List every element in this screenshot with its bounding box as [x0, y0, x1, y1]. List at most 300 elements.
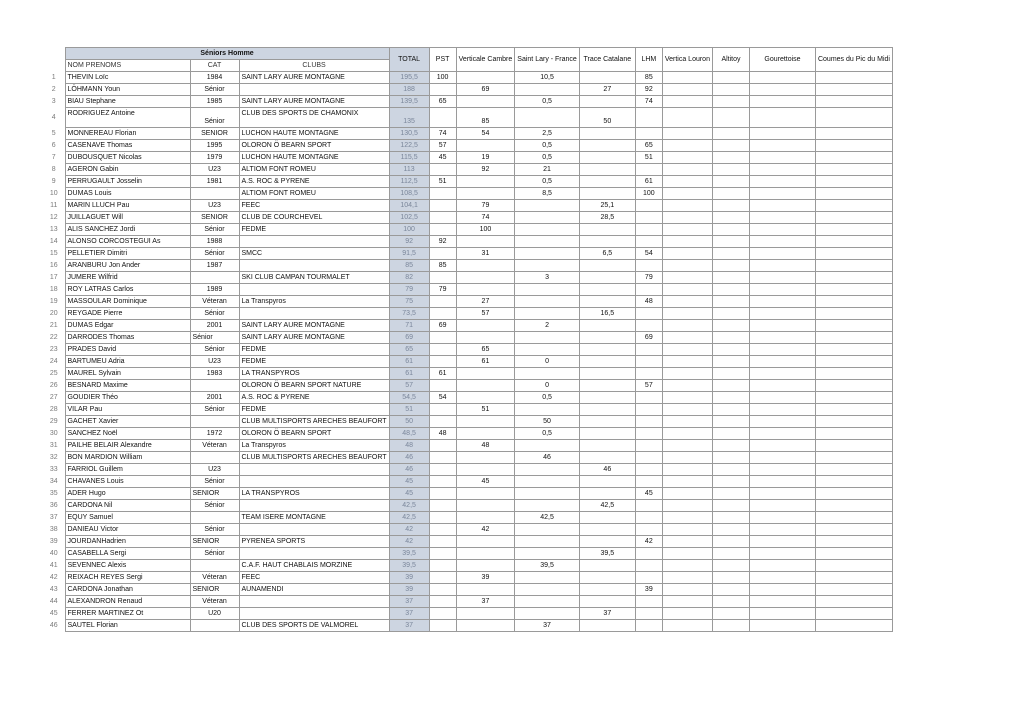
race-5-points — [635, 164, 662, 176]
race-4-points — [579, 152, 635, 164]
total-points: 91,5 — [389, 248, 429, 260]
race-9-points — [815, 296, 892, 308]
race-6-points — [662, 332, 712, 344]
header-spacer — [43, 48, 65, 60]
race-3-points — [515, 332, 580, 344]
table-row — [43, 236, 892, 248]
table-row — [43, 188, 892, 200]
athlete-category: Véteran — [190, 440, 239, 452]
race-3-points — [515, 260, 580, 272]
row-number: 31 — [49, 442, 58, 449]
table-row — [43, 152, 892, 164]
race-5-points — [635, 464, 662, 476]
athlete-category: Sénior — [190, 344, 239, 356]
race-4-points — [579, 128, 635, 140]
athlete-club: FEEC — [239, 572, 389, 584]
race-8-points — [749, 560, 815, 572]
race-2-points: 79 — [456, 200, 515, 212]
race-7-points — [712, 332, 749, 344]
athlete-club — [239, 260, 389, 272]
athlete-category — [190, 188, 239, 200]
race-4-points: 28,5 — [579, 212, 635, 224]
race-3-points — [515, 524, 580, 536]
race-9-points — [815, 536, 892, 548]
table-row — [43, 164, 892, 176]
race-1-points — [429, 620, 456, 632]
race-3-points — [515, 296, 580, 308]
athlete-category — [190, 620, 239, 632]
athlete-name: MONNEREAU Florian — [65, 128, 190, 140]
race-3-points: 8,5 — [515, 188, 580, 200]
total-points: 57 — [389, 380, 429, 392]
race-6-points — [662, 440, 712, 452]
race-6-points — [662, 620, 712, 632]
athlete-name: GOUDIER Théo — [65, 392, 190, 404]
total-points: 108,5 — [389, 188, 429, 200]
race-7-points — [712, 356, 749, 368]
athlete-club — [239, 476, 389, 488]
race-4-points: 42,5 — [579, 500, 635, 512]
race-6-points — [662, 596, 712, 608]
race-7-points — [712, 176, 749, 188]
race-7-points — [712, 404, 749, 416]
athlete-name: JUILLAGUET Will — [65, 212, 190, 224]
race-2-points — [456, 452, 515, 464]
race-8-points — [749, 584, 815, 596]
athlete-club: SAINT LARY AURE MONTAGNE — [239, 96, 389, 108]
athlete-name: ALONSO CORCOSTEGUI As — [65, 236, 190, 248]
row-number: 32 — [49, 454, 58, 461]
race-5-points: 45 — [635, 488, 662, 500]
race-6-points — [662, 572, 712, 584]
race-7-points — [712, 524, 749, 536]
total-points: 188 — [389, 84, 429, 96]
race-5-points — [635, 200, 662, 212]
row-number: 39 — [49, 538, 58, 545]
race-8-points — [749, 224, 815, 236]
athlete-name: BIAU Stephane — [65, 96, 190, 108]
race-9-points — [815, 428, 892, 440]
race-4-points — [579, 596, 635, 608]
race-9-points — [815, 96, 892, 108]
table-row — [43, 320, 892, 332]
athlete-name: AGERON Gabin — [65, 164, 190, 176]
race-2-points: 74 — [456, 212, 515, 224]
race-8-points — [749, 272, 815, 284]
race-6-points — [662, 452, 712, 464]
race-7-points — [712, 128, 749, 140]
race-6-points — [662, 344, 712, 356]
table-row — [43, 428, 892, 440]
race-4-points: 16,5 — [579, 308, 635, 320]
athlete-category: 1972 — [190, 428, 239, 440]
athlete-name: ADER Hugo — [65, 488, 190, 500]
race-9-points — [815, 152, 892, 164]
athlete-category: SENIOR — [190, 488, 239, 500]
race-9-points — [815, 380, 892, 392]
race-7-points — [712, 248, 749, 260]
total-points: 79 — [389, 284, 429, 296]
athlete-name: MASSOULAR Dominique — [65, 296, 190, 308]
race-5-points — [635, 428, 662, 440]
race-6-points — [662, 392, 712, 404]
race-5-points: 100 — [635, 188, 662, 200]
race-7-points — [712, 260, 749, 272]
total-points: 61 — [389, 368, 429, 380]
race-4-points: 25,1 — [579, 200, 635, 212]
row-number: 11 — [50, 202, 58, 209]
table-row — [43, 272, 892, 284]
total-points: 51 — [389, 404, 429, 416]
race-2-points — [456, 320, 515, 332]
athlete-category — [190, 512, 239, 524]
race-3-points: 46 — [515, 452, 580, 464]
athlete-club — [239, 464, 389, 476]
race-8-points — [749, 212, 815, 224]
athlete-club: La Transpyros — [239, 440, 389, 452]
race-4-points — [579, 344, 635, 356]
race-8-points — [749, 608, 815, 620]
race-1-points — [429, 548, 456, 560]
table-row — [43, 596, 892, 608]
row-number: 46 — [49, 622, 58, 629]
total-points: 45 — [389, 476, 429, 488]
race-7-points — [712, 344, 749, 356]
athlete-club: CLUB MULTISPORTS ARECHES BEAUFORT — [239, 452, 389, 464]
race-9-points — [815, 200, 892, 212]
athlete-name: PRADES David — [65, 344, 190, 356]
athlete-name: DANIEAU Victor — [65, 524, 190, 536]
total-points: 48,5 — [389, 428, 429, 440]
race-7-points — [712, 96, 749, 108]
row-number: 5 — [51, 130, 56, 137]
race-4-points: 6,5 — [579, 248, 635, 260]
race-9-points — [815, 476, 892, 488]
race-1-points — [429, 500, 456, 512]
athlete-name: CHAVANES Louis — [65, 476, 190, 488]
total-points: 37 — [389, 608, 429, 620]
col-race-4: Trace Catalane — [579, 48, 635, 72]
row-number: 40 — [49, 550, 58, 557]
total-points: 46 — [389, 464, 429, 476]
race-3-points: 0,5 — [515, 392, 580, 404]
row-number: 1 — [51, 74, 56, 81]
race-1-points: 69 — [429, 320, 456, 332]
race-8-points — [749, 548, 815, 560]
race-5-points: 74 — [635, 96, 662, 108]
race-6-points — [662, 320, 712, 332]
athlete-name: CASABELLA Sergi — [65, 548, 190, 560]
race-8-points — [749, 236, 815, 248]
table-row — [43, 84, 892, 96]
race-2-points — [456, 72, 515, 84]
race-4-points — [579, 140, 635, 152]
race-3-points — [515, 464, 580, 476]
athlete-category: U23 — [190, 164, 239, 176]
race-4-points — [579, 164, 635, 176]
total-points: 42,5 — [389, 512, 429, 524]
athlete-club: SAINT LARY AURE MONTAGNE — [239, 320, 389, 332]
race-2-points — [456, 380, 515, 392]
total-points: 50 — [389, 416, 429, 428]
col-cat: CAT — [190, 60, 239, 72]
athlete-name: SANCHEZ Noël — [65, 428, 190, 440]
athlete-club — [239, 236, 389, 248]
athlete-club: La Transpyros — [239, 296, 389, 308]
table-row — [43, 128, 892, 140]
athlete-name: DARRODES Thomas — [65, 332, 190, 344]
race-6-points — [662, 108, 712, 128]
race-8-points — [749, 176, 815, 188]
athlete-club — [239, 548, 389, 560]
athlete-club: LA TRANSPYROS — [239, 368, 389, 380]
race-8-points — [749, 152, 815, 164]
race-7-points — [712, 452, 749, 464]
race-4-points — [579, 584, 635, 596]
race-2-points — [456, 368, 515, 380]
athlete-name: JOURDANHadrien — [65, 536, 190, 548]
athlete-name: THEVIN Loïc — [65, 72, 190, 84]
race-7-points — [712, 200, 749, 212]
race-2-points: 51 — [456, 404, 515, 416]
row-number: 9 — [51, 178, 56, 185]
race-9-points — [815, 500, 892, 512]
athlete-club — [239, 308, 389, 320]
race-8-points — [749, 572, 815, 584]
race-7-points — [712, 140, 749, 152]
row-number: 7 — [51, 154, 56, 161]
race-6-points — [662, 236, 712, 248]
race-2-points: 92 — [456, 164, 515, 176]
athlete-category: Sénior — [190, 248, 239, 260]
race-7-points — [712, 572, 749, 584]
race-5-points: 54 — [635, 248, 662, 260]
race-6-points — [662, 84, 712, 96]
athlete-club: FEDME — [239, 344, 389, 356]
row-number: 17 — [49, 274, 58, 281]
table-row — [43, 536, 892, 548]
total-points: 39 — [389, 572, 429, 584]
race-5-points — [635, 320, 662, 332]
race-9-points — [815, 596, 892, 608]
race-2-points: 100 — [456, 224, 515, 236]
table-row — [43, 452, 892, 464]
race-9-points — [815, 512, 892, 524]
race-2-points — [456, 392, 515, 404]
table-header — [43, 48, 892, 72]
race-1-points — [429, 200, 456, 212]
race-5-points — [635, 452, 662, 464]
race-7-points — [712, 596, 749, 608]
race-5-points — [635, 392, 662, 404]
athlete-club: FEDME — [239, 224, 389, 236]
race-9-points — [815, 488, 892, 500]
race-1-points — [429, 164, 456, 176]
table-row — [43, 584, 892, 596]
race-5-points — [635, 404, 662, 416]
race-8-points — [749, 416, 815, 428]
race-9-points — [815, 524, 892, 536]
race-9-points — [815, 176, 892, 188]
race-1-points — [429, 452, 456, 464]
race-5-points — [635, 356, 662, 368]
athlete-category — [190, 272, 239, 284]
athlete-name: EQUY Samuel — [65, 512, 190, 524]
race-8-points — [749, 200, 815, 212]
table-row — [43, 440, 892, 452]
table-row — [43, 72, 892, 84]
race-9-points — [815, 332, 892, 344]
race-8-points — [749, 452, 815, 464]
athlete-club: OLORON Ö BEARN SPORT — [239, 428, 389, 440]
race-5-points: 48 — [635, 296, 662, 308]
race-9-points — [815, 308, 892, 320]
athlete-category: 2001 — [190, 392, 239, 404]
race-3-points: 2,5 — [515, 128, 580, 140]
row-number: 42 — [49, 574, 58, 581]
race-1-points: 79 — [429, 284, 456, 296]
athlete-category: U23 — [190, 464, 239, 476]
race-2-points: 42 — [456, 524, 515, 536]
row-number: 44 — [49, 598, 58, 605]
race-9-points — [815, 620, 892, 632]
race-1-points: 65 — [429, 96, 456, 108]
table-row — [43, 512, 892, 524]
race-1-points — [429, 560, 456, 572]
race-4-points: 37 — [579, 608, 635, 620]
athlete-club: SAINT LARY AURE MONTAGNE — [239, 72, 389, 84]
race-9-points — [815, 392, 892, 404]
race-1-points — [429, 308, 456, 320]
race-3-points — [515, 344, 580, 356]
athlete-club — [239, 608, 389, 620]
race-7-points — [712, 320, 749, 332]
athlete-club: SAINT LARY AURE MONTAGNE — [239, 332, 389, 344]
total-points: 92 — [389, 236, 429, 248]
row-number: 36 — [49, 502, 58, 509]
total-points: 85 — [389, 260, 429, 272]
race-9-points — [815, 248, 892, 260]
race-1-points — [429, 572, 456, 584]
race-9-points — [815, 236, 892, 248]
table-row — [43, 344, 892, 356]
race-3-points: 0,5 — [515, 96, 580, 108]
race-4-points — [579, 416, 635, 428]
row-number: 19 — [49, 298, 58, 305]
athlete-name: CARDONA Jonathan — [65, 584, 190, 596]
race-3-points — [515, 488, 580, 500]
race-4-points — [579, 452, 635, 464]
race-7-points — [712, 464, 749, 476]
total-points: 139,5 — [389, 96, 429, 108]
race-4-points — [579, 260, 635, 272]
athlete-category: SENIOR — [190, 212, 239, 224]
race-7-points — [712, 212, 749, 224]
total-points: 135 — [389, 108, 429, 128]
race-6-points — [662, 212, 712, 224]
athlete-name: FERRER MARTINEZ Ot — [65, 608, 190, 620]
race-6-points — [662, 548, 712, 560]
race-7-points — [712, 476, 749, 488]
athlete-category — [190, 560, 239, 572]
race-7-points — [712, 488, 749, 500]
race-5-points: 51 — [635, 152, 662, 164]
race-7-points — [712, 548, 749, 560]
race-4-points — [579, 296, 635, 308]
table-title: Séniors Homme — [65, 48, 389, 60]
race-1-points: 51 — [429, 176, 456, 188]
row-number: 6 — [51, 142, 56, 149]
race-3-points: 2 — [515, 320, 580, 332]
row-number: 24 — [49, 358, 58, 365]
race-2-points — [456, 140, 515, 152]
race-2-points — [456, 284, 515, 296]
athlete-category: Sénior — [190, 108, 239, 128]
row-number: 37 — [49, 514, 58, 521]
race-3-points — [515, 200, 580, 212]
race-8-points — [749, 96, 815, 108]
race-7-points — [712, 164, 749, 176]
race-1-points — [429, 464, 456, 476]
race-4-points — [579, 320, 635, 332]
race-1-points — [429, 536, 456, 548]
row-number: 10 — [49, 190, 58, 197]
total-points: 122,5 — [389, 140, 429, 152]
race-7-points — [712, 188, 749, 200]
race-6-points — [662, 140, 712, 152]
athlete-club: A.S. ROC & PYRENE — [239, 392, 389, 404]
race-9-points — [815, 416, 892, 428]
race-1-points — [429, 404, 456, 416]
race-8-points — [749, 440, 815, 452]
row-number: 3 — [51, 98, 56, 105]
row-number: 16 — [49, 262, 58, 269]
race-8-points — [749, 524, 815, 536]
race-2-points: 48 — [456, 440, 515, 452]
race-9-points — [815, 108, 892, 128]
race-4-points — [579, 440, 635, 452]
athlete-club: ALTIOM FONT ROMEU — [239, 164, 389, 176]
race-8-points — [749, 380, 815, 392]
race-9-points — [815, 164, 892, 176]
race-4-points: 27 — [579, 84, 635, 96]
table-row — [43, 368, 892, 380]
race-6-points — [662, 284, 712, 296]
race-2-points — [456, 560, 515, 572]
race-8-points — [749, 368, 815, 380]
race-8-points — [749, 500, 815, 512]
race-8-points — [749, 476, 815, 488]
race-6-points — [662, 224, 712, 236]
race-2-points: 27 — [456, 296, 515, 308]
athlete-category: 1987 — [190, 260, 239, 272]
athlete-name: CARDONA Nil — [65, 500, 190, 512]
athlete-name: BESNARD Maxime — [65, 380, 190, 392]
race-7-points — [712, 224, 749, 236]
race-6-points — [662, 488, 712, 500]
race-3-points: 0,5 — [515, 428, 580, 440]
race-2-points — [456, 500, 515, 512]
race-5-points — [635, 572, 662, 584]
race-4-points — [579, 332, 635, 344]
race-6-points — [662, 164, 712, 176]
athlete-club: FEDME — [239, 404, 389, 416]
total-points: 71 — [389, 320, 429, 332]
race-2-points — [456, 332, 515, 344]
race-4-points: 39,5 — [579, 548, 635, 560]
athlete-category: Sénior — [190, 308, 239, 320]
race-1-points — [429, 356, 456, 368]
